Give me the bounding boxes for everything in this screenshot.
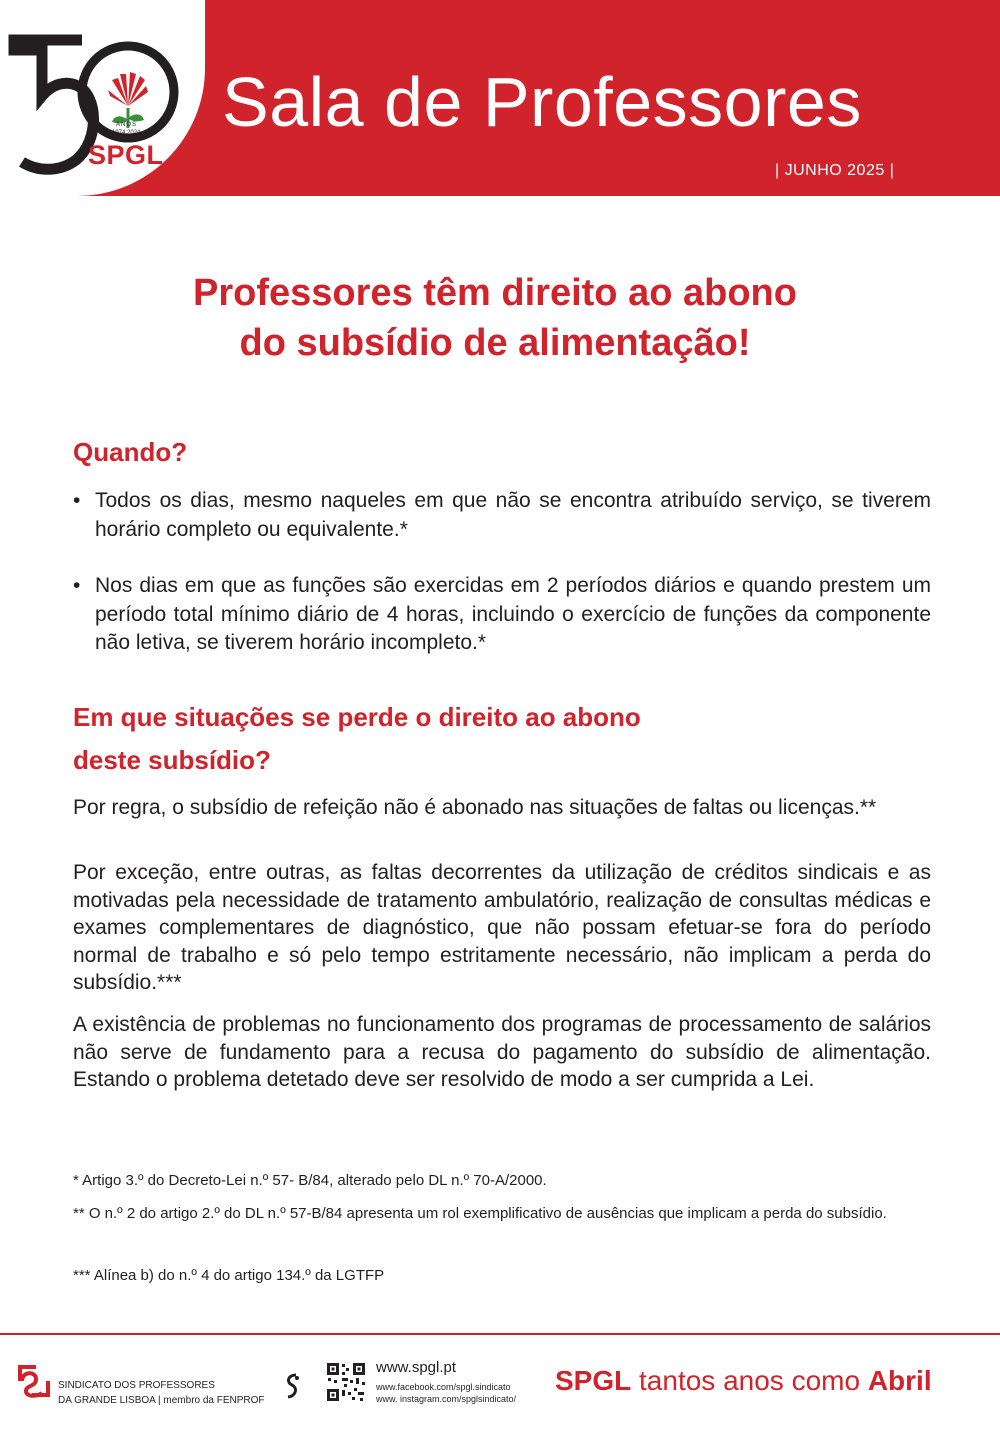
list-item [73,572,931,658]
slogan-middle: tantos anos como [639,1365,861,1396]
website-link[interactable]: www.spgl.pt [376,1359,457,1376]
headline [0,268,990,368]
footer-divider [0,1333,1000,1335]
footnote-1: * Artigo 3.º do Decreto-Lei n.º 57- B/84, alterado pelo DL n.º 70-A/2000. [73,1172,547,1189]
page-title: Sala de Professores [222,63,862,141]
slogan-brand: SPGL [555,1365,632,1396]
spgl-50-anos-logo [0,0,200,196]
section-heading-perda-line-2: deste subsídio? [73,745,271,775]
paragraph: A existência de problemas no funcionamento dos programas de processamento de salários não serve de fundamento para a recusa do pagamento do subsídio de alimentação. Estando o problema detetado deve ser resolvido de modo a ser cumprida a Lei. [73,1013,931,1091]
footnote-2: ** O n.º 2 do artigo 2.º do DL n.º 57-B/84 apresenta um rol exemplificativo de ausências que implicam a perda do subsídio. [73,1205,887,1222]
qr-code-icon[interactable] [326,1362,366,1402]
spgl-symbol-icon [14,1361,54,1401]
issue-date: | JUNHO 2025 | [775,162,895,179]
headline-line-1: Professores têm direito ao abono [193,272,797,314]
instagram-link[interactable]: www. instagram.com/spglsindicato/ [376,1394,517,1404]
section-heading-perda-line-1: Em que situações se perde o direito ao abono [73,702,641,732]
bullet-icon: • [73,489,81,512]
slogan [555,1365,932,1397]
list-item [73,487,931,544]
slogan-end: Abril [867,1365,932,1396]
logo-years: 1974.2024 [112,130,141,136]
carnation-icon [108,72,148,128]
bullet-icon: • [73,574,81,597]
list-item-text: Nos dias em que as funções são exercidas em 2 períodos diários e quando prestem um período total mínimo diário de 4 horas, incluindo o exercício de funções da componente não letiva, se tiverem horário incompleto.* [95,574,931,654]
header [0,0,1000,196]
paragraph: Por exceção, entre outras, as faltas decorrentes da utilização de créditos sindicais e as motivadas pela necessidade de tratamento ambulatório, realização de consultas médicas e exames complementares de diagnóstico, que não possam efetuar-se fora do período normal de trabalho e só pelo tempo estritamente necessário, não implicam a perda do subsídio.*** [73,861,931,994]
footnote-3: *** Alínea b) do n.º 4 do artigo 134.º da LGTFP [73,1267,385,1284]
union-name-line-2: DA GRANDE LISBOA | membro da FENPROF [58,1395,265,1406]
logo-brand: SPGL [88,140,164,170]
logo-anos: ANOS [116,122,138,128]
paragraph: Por regra, o subsídio de refeição não é abonado nas situações de faltas ou licenças.** [73,796,877,819]
section-heading-quando: Quando? [73,437,188,467]
fenprof-icon [282,1372,302,1402]
union-name [58,1378,265,1408]
headline-line-2: do subsídio de alimentação! [239,322,751,364]
union-name-line-1: SINDICATO DOS PROFESSORES [58,1380,215,1391]
list-item-text: Todos os dias, mesmo naqueles em que não se encontra atribuído serviço, se tiverem horário completo ou equivalente.* [95,489,931,541]
bullet-list [73,487,931,686]
facebook-link[interactable]: www.facebook.com/spgl.sindicato [376,1382,511,1392]
